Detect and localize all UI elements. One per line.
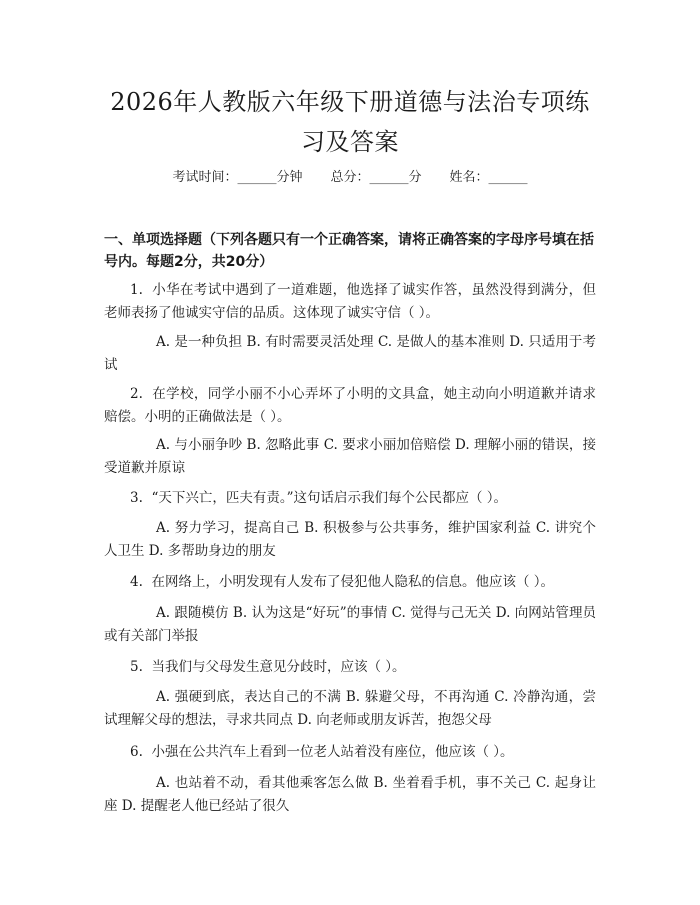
question-stem: 3. “天下兴亡，匹夫有责。”这句话启示我们每个公民都应（ ）。 bbox=[130, 490, 508, 506]
total-score-field: 总分：______分 bbox=[330, 170, 422, 185]
section-heading: 一、单项选择题（下列各题只有一个正确答案，请将正确答案的字母序号填在括号内。每题2分，共20分） bbox=[104, 232, 594, 270]
question-options: A. 也站着不动，看其他乘客怎么做 B. 坐着看手机，事不关己 C. 起身让座 D. 提醒老人他已经站了很久 bbox=[104, 775, 596, 814]
question-stem: 5. 当我们与父母发生意见分歧时，应该（ ）。 bbox=[130, 659, 406, 675]
question-options: A. 与小丽争吵 B. 忽略此事 C. 要求小丽加倍赔偿 D. 理解小丽的错误，接受道歉并原谅 bbox=[104, 437, 596, 476]
question-options: A. 是一种负担 B. 有时需要灵活处理 C. 是做人的基本准则 D. 只适用于考试 bbox=[104, 334, 596, 373]
question-stem: 1. 小华在考试中遇到了一道难题，他选择了诚实作答，虽然没得到满分，但老师表扬了他诚实守信的品质。这体现了诚实守信（ ）。 bbox=[104, 282, 596, 321]
document-title: 2026年人教版六年级下册道德与法治专项练习及答案 bbox=[110, 88, 590, 156]
question-stem: 4. 在网络上，小明发现有人发布了侵犯他人隐私的信息。他应该（ ）。 bbox=[130, 574, 555, 590]
exam-meta-line bbox=[0, 168, 700, 188]
question-options: A. 强硬到底，表达自己的不满 B. 躲避父母，不再沟通 C. 冷静沟通，尝试理解父母的想法，寻求共同点 D. 向老师或朋友诉苦，抱怨父母 bbox=[104, 689, 596, 728]
question-stem: 6. 小强在公共汽车上看到一位老人站着没有座位，他应该（ ）。 bbox=[130, 744, 514, 760]
student-name-field: 姓名：______ bbox=[449, 170, 528, 185]
question-options: A. 努力学习，提高自己 B. 积极参与公共事务，维护国家利益 C. 讲究个人卫生 D. 多帮助身边的朋友 bbox=[104, 520, 596, 559]
question-options: A. 跟随模仿 B. 认为这是“好玩”的事情 C. 觉得与己无关 D. 向网站管理员或有关部门举报 bbox=[104, 605, 596, 644]
question-stem: 2. 在学校，同学小丽不小心弄坏了小明的文具盒，她主动向小明道歉并请求赔偿。小明的正确做法是（ ）。 bbox=[104, 386, 596, 425]
exam-time-field: 考试时间：______分钟 bbox=[172, 170, 303, 185]
